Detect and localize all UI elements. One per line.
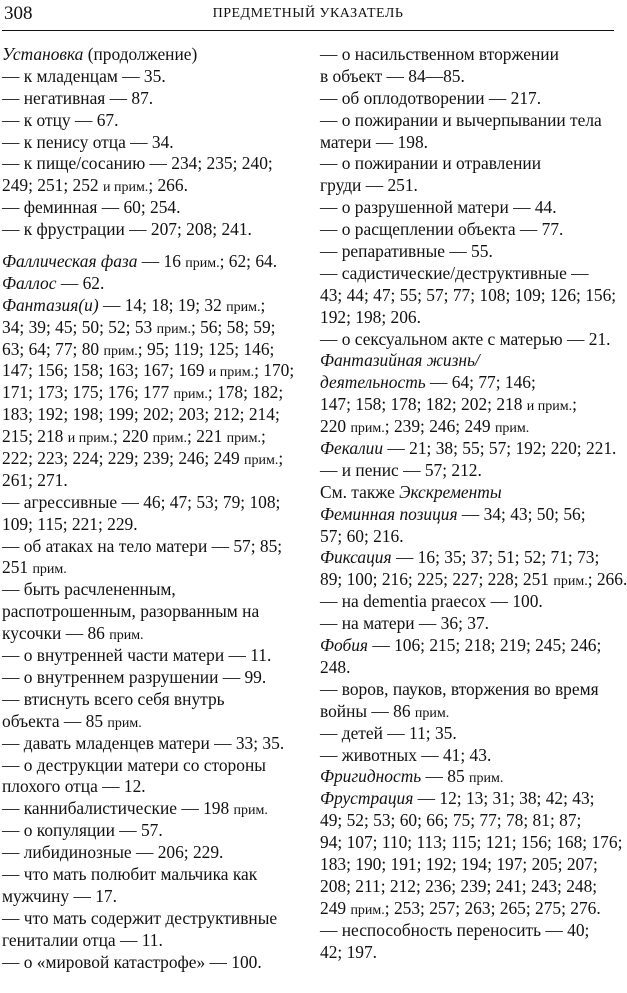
index-line — [2, 864, 302, 886]
index-line — [320, 745, 616, 767]
entry-text: кусочки — 86 — [2, 623, 110, 644]
note-marker: прим. — [152, 431, 188, 447]
note-marker: прим. — [32, 562, 67, 578]
entry-text: ; 56; 58; 59; — [190, 316, 276, 337]
note-marker: и прим. — [67, 431, 114, 447]
entry-text: — 12; 13; 31; 38; 42; 43; — [413, 788, 595, 809]
index-line — [320, 526, 616, 548]
entry-text: — к отцу — 67. — [2, 109, 119, 130]
index-line — [2, 733, 302, 755]
index-line — [320, 350, 616, 372]
index-term: Фобия — [320, 635, 368, 656]
entry-text: — о «мировой катастрофе» — 100. — [2, 951, 262, 972]
entry-text: войны — 86 — [320, 700, 415, 721]
index-line — [2, 492, 302, 514]
entry-text: плохого отца — 12. — [2, 776, 146, 797]
index-term: деятельность — [320, 372, 426, 393]
entry-text: 147; 156; 158; 163; 167; 169 — [2, 360, 209, 381]
index-line — [320, 88, 616, 110]
entry-text: — 85 — [421, 766, 469, 787]
entry-text: 249; 251; 252 — [2, 175, 103, 196]
index-line — [320, 394, 616, 416]
index-line — [2, 776, 302, 798]
index-line — [320, 66, 616, 88]
index-term: Феминная позиция — [320, 503, 458, 524]
index-line — [2, 132, 302, 154]
index-line — [320, 416, 616, 438]
index-line — [2, 426, 302, 448]
entry-text: 222; 223; 224; 229; 239; 246; 249 — [2, 448, 245, 469]
index-line — [2, 798, 302, 820]
page-number: 308 — [4, 3, 33, 24]
index-term: Установка — [2, 44, 84, 64]
entry-text: — 106; 215; 218; 219; 245; 246; — [367, 635, 602, 656]
entry-text: — 14; 18; 19; 32 — [98, 294, 227, 315]
note-marker: прим. — [553, 574, 588, 590]
entry-text: ; 95; 119; 125; 146; — [137, 338, 275, 359]
index-line — [320, 876, 616, 898]
entry-text: — к пенису отца — 34. — [2, 131, 174, 152]
index-term: Фаллос — [2, 272, 57, 293]
entry-text: ; 220 — [113, 426, 153, 447]
index-line — [320, 504, 616, 526]
index-line — [320, 285, 616, 307]
entry-text: — 16; 35; 37; 51; 52; 71; 73; — [391, 547, 600, 568]
entry-text: — и пенис — 57; 212. — [320, 459, 482, 480]
entry-text: — что мать содержит деструктивные — [2, 907, 278, 928]
index-line — [320, 175, 616, 197]
entry-text: — 34; 43; 50; 56; — [457, 503, 586, 524]
entry-text: — 64; 77; 146; — [425, 372, 536, 393]
index-line — [2, 360, 302, 382]
entry-text: мужчину — 17. — [2, 885, 117, 906]
entry-text: — неспособность переносить — 40; — [320, 919, 590, 940]
note-marker: прим. — [173, 387, 208, 403]
index-term: Фекалии — [320, 438, 384, 459]
entry-text: — о внутренней части матери — 11. — [2, 645, 272, 666]
index-line — [2, 317, 302, 339]
index-line — [2, 711, 302, 733]
index-line — [2, 273, 302, 295]
index-line — [320, 482, 616, 504]
entry-text: 248. — [320, 656, 351, 677]
entry-text: — на матери — 36; 37. — [320, 613, 489, 634]
index-line — [2, 404, 302, 426]
entry-text: — что мать полюбит мальчика как — [2, 863, 258, 884]
index-line — [2, 470, 302, 492]
entry-text: матери — 198. — [320, 131, 428, 152]
entry-text: — садистические/деструктивные — — [320, 262, 589, 283]
entry-text: 57; 60; 216. — [320, 525, 404, 546]
entry-text: — о пожирании и вычерпывании тела — [320, 109, 602, 130]
index-term: Фрустрация — [320, 788, 414, 809]
index-line — [2, 197, 302, 219]
index-line — [320, 810, 616, 832]
index-line — [320, 307, 616, 329]
entry-text: ; 170; — [254, 360, 295, 381]
index-line — [2, 579, 302, 601]
index-line — [320, 766, 616, 788]
entry-text: гениталии отца — 11. — [2, 929, 163, 950]
entry-text: 183; 190; 191; 192; 194; 197; 205; 207; — [320, 853, 598, 874]
entry-text: — воров, пауков, вторжения во время — [320, 678, 599, 699]
entry-text: — о внутреннем разрушении — 99. — [2, 666, 267, 687]
index-line — [2, 689, 302, 711]
entry-text: ; 221 — [187, 426, 227, 447]
index-line — [320, 942, 616, 964]
index-line — [2, 820, 302, 842]
entry-text: 183; 192; 198; 199; 202; 203; 212; 214; — [2, 404, 280, 425]
entry-text: ; 266. — [587, 569, 627, 590]
index-line — [320, 613, 616, 635]
index-term: Фригидность — [320, 766, 422, 787]
entry-text: — о деструкции матери со стороны — [2, 754, 266, 775]
index-line — [2, 908, 302, 930]
index-line — [2, 66, 302, 88]
entry-text: — о разрушенной матери — 44. — [320, 197, 557, 218]
entry-text: 220 — [320, 416, 351, 437]
index-line — [320, 219, 616, 241]
index-line — [2, 448, 302, 470]
entry-text: — животных — 41; 43. — [320, 744, 492, 765]
index-line — [2, 219, 302, 241]
index-line — [2, 536, 302, 558]
entry-text: ; 239; 246; 249 — [384, 416, 495, 437]
note-marker: и прим. — [208, 365, 255, 381]
entry-text: — на dementia praecox — 100. — [320, 591, 543, 612]
entry-text: 49; 52; 53; 60; 66; 75; 77; 78; 81; 87; — [320, 810, 582, 831]
index-line — [2, 557, 302, 579]
index-line — [320, 569, 627, 591]
index-line — [320, 132, 616, 154]
entry-text: 89; 100; 216; 225; 227; 228; 251 — [320, 569, 554, 590]
index-column-right — [320, 44, 627, 963]
index-line — [320, 438, 616, 460]
index-line — [320, 788, 616, 810]
entry-text: — каннибалистические — 198 — [2, 798, 234, 819]
entry-text: 251 — [2, 557, 33, 578]
note-marker: и прим. — [526, 399, 573, 415]
entry-text: ; — [278, 448, 284, 469]
note-marker: прим. — [109, 628, 144, 644]
index-term: Фантазийная жизнь/ — [320, 350, 480, 371]
entry-text: ; — [260, 294, 266, 315]
entry-text: — быть расчлененным, — [2, 579, 176, 600]
entry-text: 94; 107; 110; 113; 115; 121; 156; 168; 176; — [320, 832, 623, 853]
entry-text: (продолжение) — [83, 44, 198, 64]
index-line — [2, 44, 302, 66]
entry-text: 261; 271. — [2, 469, 68, 490]
index-line — [2, 645, 302, 667]
section-gap — [2, 241, 302, 251]
entry-text: объекта — 85 — [2, 710, 108, 731]
index-line — [320, 372, 616, 394]
index-line — [320, 854, 616, 876]
entry-text: — 16 — [137, 251, 186, 272]
index-line — [2, 153, 302, 175]
note-marker: прим. — [156, 321, 191, 337]
entry-text: — о расщеплении объекта — 77. — [320, 219, 564, 240]
entry-text: — негативная — 87. — [2, 87, 154, 108]
note-marker: прим. — [226, 431, 261, 447]
index-line — [320, 547, 616, 569]
index-line — [2, 601, 302, 623]
entry-text: ; 266. — [148, 175, 188, 196]
index-line — [2, 175, 302, 197]
entry-text: 34; 39; 45; 50; 52; 53 — [2, 316, 157, 337]
entry-text: — репаративные — 55. — [320, 241, 493, 262]
index-line — [2, 382, 302, 404]
note-marker: прим. — [494, 421, 530, 437]
note-marker: прим. — [414, 705, 450, 721]
entry-text: 171; 173; 175; 176; 177 — [2, 382, 174, 403]
index-line — [320, 591, 616, 613]
entry-text: — об оплодотворении — 217. — [320, 87, 542, 108]
note-marker: прим. — [244, 453, 279, 469]
entry-text: — втиснуть всего себя внутрь — [2, 688, 225, 709]
index-line — [2, 667, 302, 689]
index-line — [320, 723, 616, 745]
index-line — [320, 263, 616, 285]
entry-text: — давать младенцев матери — 33; 35. — [2, 732, 285, 753]
entry-text: — детей — 11; 35. — [320, 722, 457, 743]
entry-text: 208; 211; 212; 236; 239; 241; 243; 248; — [320, 875, 598, 896]
index-line — [320, 701, 616, 723]
entry-text: — о пожирании и отравлении — [320, 153, 541, 174]
index-term: Фаллическая фаза — [2, 251, 138, 272]
entry-text: 249 — [320, 897, 351, 918]
index-line — [2, 952, 302, 974]
note-marker: прим. — [350, 902, 385, 918]
entry-text: ; — [572, 394, 577, 415]
index-line — [320, 241, 616, 263]
note-marker: прим. — [350, 421, 385, 437]
note-marker: прим. — [226, 299, 261, 315]
index-term: Фантазия(и) — [2, 294, 99, 315]
entry-text: — агрессивные — 46; 47; 53; 79; 108; — [2, 491, 281, 512]
index-line — [2, 295, 302, 317]
entry-text: ; 253; 257; 263; 265; 275; 276. — [384, 897, 601, 918]
index-line — [320, 197, 616, 219]
running-head: ПРЕДМЕТНЫЙ УКАЗАТЕЛЬ — [212, 6, 404, 21]
entry-text: 147; 158; 178; 182; 202; 218 — [320, 394, 527, 415]
index-line — [320, 679, 616, 701]
entry-text: ; — [260, 426, 266, 447]
entry-text: См. также — [320, 481, 400, 502]
entry-text: 109; 115; 221; 229. — [2, 513, 138, 534]
entry-text: — об атаках на тело матери — 57; 85; — [2, 535, 283, 556]
note-marker: и прим. — [102, 180, 149, 196]
note-marker: прим. — [233, 803, 268, 819]
entry-text: — к младенцам — 35. — [2, 65, 166, 86]
index-line — [320, 110, 616, 132]
index-line — [2, 623, 302, 645]
entry-text: ; 62; 64. — [219, 251, 278, 272]
entry-text: — о копуляции — 57. — [2, 820, 163, 841]
entry-text: — к пище/сосанию — 234; 235; 240; — [2, 153, 273, 174]
index-line — [320, 153, 616, 175]
index-line — [2, 110, 302, 132]
index-line — [320, 329, 616, 351]
index-line — [2, 251, 302, 273]
entry-text: — 21; 38; 55; 57; 192; 220; 221. — [383, 438, 617, 459]
index-line — [320, 657, 616, 679]
note-marker: прим. — [469, 771, 504, 787]
note-marker: прим. — [107, 715, 142, 731]
page-header — [2, 0, 614, 31]
index-line — [320, 920, 616, 942]
entry-text: 43; 44; 47; 55; 57; 77; 108; 109; 126; 156; — [320, 284, 617, 305]
entry-text: — к фрустрации — 207; 208; 241. — [2, 219, 252, 240]
index-line — [2, 886, 302, 908]
entry-text: распотрошенным, разорванным на — [2, 601, 260, 622]
entry-text: груди — 251. — [320, 175, 418, 196]
index-line — [320, 44, 616, 66]
index-line — [2, 755, 302, 777]
index-line — [320, 460, 616, 482]
index-line — [2, 514, 302, 536]
index-line — [2, 88, 302, 110]
entry-text: 192; 198; 206. — [320, 306, 421, 327]
entry-text: — 62. — [56, 272, 105, 293]
entry-text: 63; 64; 77; 80 — [2, 338, 104, 359]
index-line — [320, 635, 616, 657]
entry-text: — о сексуальном акте с матерью — 21. — [320, 328, 611, 349]
index-line — [2, 842, 302, 864]
index-line — [320, 898, 616, 920]
entry-text: ; 178; 182; — [207, 382, 284, 403]
note-marker: прим. — [103, 343, 138, 359]
entry-text: в объект — 84—85. — [320, 65, 465, 86]
index-line — [2, 930, 302, 952]
entry-text: 42; 197. — [320, 941, 378, 962]
index-line — [320, 832, 623, 854]
index-term: Экскременты — [399, 481, 502, 502]
index-term: Фиксация — [320, 547, 392, 568]
index-column-left — [2, 44, 302, 973]
index-line — [2, 339, 302, 361]
entry-text: — о насильственном вторжении — [320, 44, 559, 64]
note-marker: прим. — [185, 256, 220, 272]
entry-text: 215; 218 — [2, 426, 68, 447]
entry-text: — феминная — 60; 254. — [2, 197, 181, 218]
entry-text: — либидинозные — 206; 229. — [2, 842, 224, 863]
